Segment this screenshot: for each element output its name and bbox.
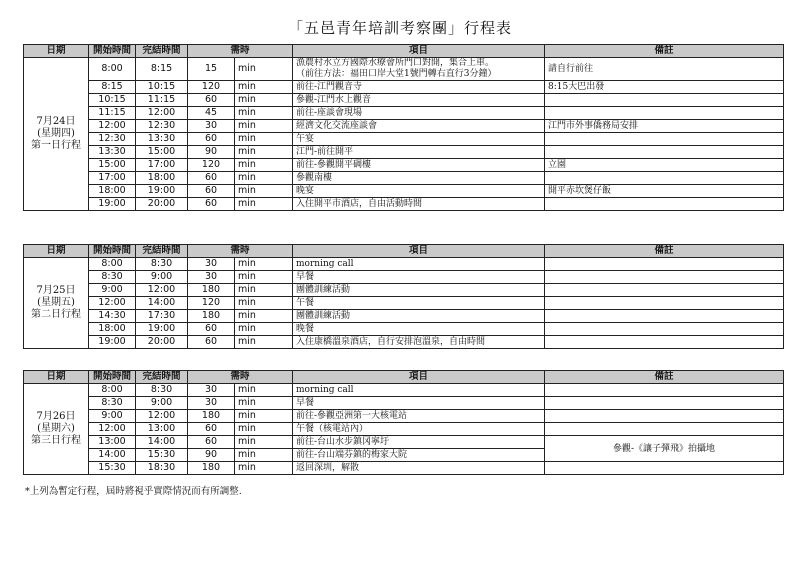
start-time: 8:00	[89, 384, 136, 397]
item-cell: 入住開平市酒店，自由活動時間	[293, 198, 545, 211]
end-time: 8:30	[136, 384, 188, 397]
start-time: 8:30	[89, 271, 136, 284]
header-row	[24, 245, 784, 258]
schedule-table-day1	[23, 44, 784, 211]
duration-unit: min	[235, 185, 293, 198]
end-time: 14:00	[136, 436, 188, 449]
schedule-row	[24, 107, 784, 120]
schedule-row	[24, 462, 784, 475]
start-time: 14:30	[89, 310, 136, 323]
duration-unit: min	[235, 397, 293, 410]
item-cell: 團體訓練活動	[293, 310, 545, 323]
item-cell: 前往-座談會現場	[293, 107, 545, 120]
item-cell: 前往-參觀亞洲第一大核電站	[293, 410, 545, 423]
duration-unit: min	[235, 258, 293, 271]
date-line: (星期六)	[37, 423, 75, 434]
start-time: 10:15	[89, 94, 136, 107]
header-start: 開始時間	[89, 371, 136, 384]
duration-minutes: 60	[188, 172, 235, 185]
item-cell: 參觀-江門水上觀音	[293, 94, 545, 107]
start-time: 9:00	[89, 284, 136, 297]
schedule-row	[24, 436, 784, 449]
start-time: 9:00	[89, 410, 136, 423]
item-line: （前往方法：福田口岸大堂1號門轉右直行3分鐘）	[296, 69, 497, 79]
header-note: 備註	[545, 45, 784, 58]
start-time: 14:00	[89, 449, 136, 462]
start-time: 12:00	[89, 423, 136, 436]
duration-minutes: 45	[188, 107, 235, 120]
duration-unit: min	[235, 423, 293, 436]
end-time: 19:00	[136, 323, 188, 336]
note-cell	[545, 271, 784, 284]
duration-minutes: 60	[188, 436, 235, 449]
header-duration: 需時	[188, 245, 293, 258]
duration-unit: min	[235, 94, 293, 107]
item-cell: 午宴	[293, 133, 545, 146]
start-time: 11:15	[89, 107, 136, 120]
date-line: 第一日行程	[31, 140, 81, 151]
item-cell: 團體訓練活動	[293, 284, 545, 297]
duration-minutes: 60	[188, 198, 235, 211]
duration-minutes: 30	[188, 384, 235, 397]
date-line: 7月25日	[36, 285, 76, 296]
duration-unit: min	[235, 284, 293, 297]
duration-minutes: 30	[188, 258, 235, 271]
end-time: 18:30	[136, 462, 188, 475]
note-cell	[545, 310, 784, 323]
duration-unit: min	[235, 336, 293, 349]
end-time: 17:30	[136, 310, 188, 323]
end-time: 18:00	[136, 172, 188, 185]
duration-minutes: 120	[188, 81, 235, 94]
duration-minutes: 180	[188, 410, 235, 423]
item-cell: 前往-台山端芬鎮的梅家大院	[293, 449, 545, 462]
duration-minutes: 60	[188, 336, 235, 349]
header-note: 備註	[545, 245, 784, 258]
duration-minutes: 60	[188, 423, 235, 436]
start-time: 18:00	[89, 185, 136, 198]
duration-minutes: 60	[188, 185, 235, 198]
end-time: 17:00	[136, 159, 188, 172]
schedule-row	[24, 384, 784, 397]
header-note: 備註	[545, 371, 784, 384]
duration-unit: min	[235, 449, 293, 462]
header-item: 項目	[293, 45, 545, 58]
schedule-row	[24, 133, 784, 146]
start-time: 19:00	[89, 198, 136, 211]
duration-unit: min	[235, 159, 293, 172]
item-cell: 早餐	[293, 271, 545, 284]
duration-unit: min	[235, 146, 293, 159]
schedule-table-day2	[23, 244, 784, 349]
start-time: 8:15	[89, 81, 136, 94]
note-cell	[545, 258, 784, 271]
date-cell	[24, 58, 89, 211]
duration-unit: min	[235, 323, 293, 336]
header-date: 日期	[24, 245, 89, 258]
duration-minutes: 30	[188, 120, 235, 133]
schedule-row	[24, 172, 784, 185]
schedule-row	[24, 198, 784, 211]
item-cell: 前往-江門觀音寺	[293, 81, 545, 94]
duration-unit: min	[235, 120, 293, 133]
date-cell	[24, 258, 89, 349]
note-cell	[545, 133, 784, 146]
note-cell: 立園	[545, 159, 784, 172]
note-cell	[545, 423, 784, 436]
schedule-row	[24, 410, 784, 423]
note-cell-merged: 參觀-《讓子彈飛》拍攝地	[545, 436, 784, 462]
schedule-row	[24, 323, 784, 336]
item-cell: 入住康橋溫泉酒店，自行安排泡溫泉，自由時間	[293, 336, 545, 349]
date-line: 第二日行程	[31, 309, 81, 320]
end-time: 13:00	[136, 423, 188, 436]
duration-unit: min	[235, 297, 293, 310]
duration-unit: min	[235, 133, 293, 146]
note-cell: 請自行前往	[545, 58, 784, 81]
duration-minutes: 90	[188, 146, 235, 159]
duration-minutes: 60	[188, 133, 235, 146]
note-cell	[545, 94, 784, 107]
date-line: 7月24日	[36, 116, 76, 127]
start-time: 8:30	[89, 397, 136, 410]
note-cell	[545, 172, 784, 185]
duration-minutes: 15	[188, 58, 235, 81]
duration-minutes: 180	[188, 462, 235, 475]
duration-unit: min	[235, 172, 293, 185]
schedule-row	[24, 94, 784, 107]
item-cell: 前往-參觀開平碉樓	[293, 159, 545, 172]
duration-minutes: 90	[188, 449, 235, 462]
duration-minutes: 180	[188, 284, 235, 297]
duration-minutes: 120	[188, 159, 235, 172]
schedule-row	[24, 297, 784, 310]
note-cell	[545, 410, 784, 423]
end-time: 11:15	[136, 94, 188, 107]
end-time: 12:00	[136, 107, 188, 120]
duration-unit: min	[235, 58, 293, 81]
header-item: 項目	[293, 245, 545, 258]
schedule-row	[24, 310, 784, 323]
page-title: 「五邑青年培訓考察團」行程表	[287, 19, 512, 37]
duration-unit: min	[235, 310, 293, 323]
start-time: 19:00	[89, 336, 136, 349]
header-row	[24, 371, 784, 384]
end-time: 8:15	[136, 58, 188, 81]
end-time: 13:30	[136, 133, 188, 146]
end-time: 15:30	[136, 449, 188, 462]
schedule-row	[24, 159, 784, 172]
date-cell	[24, 384, 89, 475]
item-cell: 晚宴	[293, 185, 545, 198]
note-cell	[545, 284, 784, 297]
header-start: 開始時間	[89, 245, 136, 258]
duration-minutes: 30	[188, 271, 235, 284]
item-cell: 經濟文化交流座談會	[293, 120, 545, 133]
note-cell	[545, 462, 784, 475]
footnote: *上列為暫定行程，屆時將視乎實際情況而有所調整.	[25, 486, 242, 497]
schedule-row	[24, 271, 784, 284]
duration-minutes: 180	[188, 310, 235, 323]
end-time: 15:00	[136, 146, 188, 159]
item-cell: 早餐	[293, 397, 545, 410]
start-time: 15:30	[89, 462, 136, 475]
header-end: 完結時間	[136, 371, 188, 384]
item-cell: morning call	[293, 258, 545, 271]
duration-unit: min	[235, 410, 293, 423]
schedule-row	[24, 397, 784, 410]
duration-unit: min	[235, 271, 293, 284]
note-cell	[545, 384, 784, 397]
end-time: 9:00	[136, 271, 188, 284]
header-row	[24, 45, 784, 58]
item-cell: 江門-前往開平	[293, 146, 545, 159]
header-date: 日期	[24, 371, 89, 384]
item-cell	[293, 58, 545, 81]
duration-minutes: 60	[188, 94, 235, 107]
duration-unit: min	[235, 198, 293, 211]
date-line: 7月26日	[36, 411, 76, 422]
end-time: 8:30	[136, 258, 188, 271]
end-time: 12:30	[136, 120, 188, 133]
schedule-row	[24, 185, 784, 198]
end-time: 10:15	[136, 81, 188, 94]
schedule-row	[24, 146, 784, 159]
duration-unit: min	[235, 462, 293, 475]
header-duration: 需時	[188, 371, 293, 384]
item-line: 漁農村水立方國際水療會所門口對開，集合上車。	[296, 58, 495, 68]
header-end: 完結時間	[136, 245, 188, 258]
schedule-row	[24, 258, 784, 271]
schedule-row	[24, 423, 784, 436]
start-time: 12:30	[89, 133, 136, 146]
item-cell: 午餐（核電站內）	[293, 423, 545, 436]
schedule-row	[24, 58, 784, 81]
start-time: 12:00	[89, 297, 136, 310]
end-time: 20:00	[136, 198, 188, 211]
start-time: 12:00	[89, 120, 136, 133]
end-time: 19:00	[136, 185, 188, 198]
header-date: 日期	[24, 45, 89, 58]
item-cell: 返回深圳，解散	[293, 462, 545, 475]
schedule-table-day3	[23, 370, 784, 475]
date-line: (星期五)	[37, 297, 75, 308]
note-cell	[545, 198, 784, 211]
duration-minutes: 30	[188, 397, 235, 410]
note-cell	[545, 107, 784, 120]
duration-unit: min	[235, 436, 293, 449]
note-cell	[545, 397, 784, 410]
date-line: (星期四)	[37, 128, 75, 139]
note-cell: 江門市外事僑務局安排	[545, 120, 784, 133]
note-cell: 8:15大巴出發	[545, 81, 784, 94]
duration-minutes: 60	[188, 323, 235, 336]
start-time: 8:00	[89, 258, 136, 271]
schedule-row	[24, 284, 784, 297]
note-cell	[545, 297, 784, 310]
end-time: 20:00	[136, 336, 188, 349]
note-cell: 開平赤坎煲仔飯	[545, 185, 784, 198]
header-end: 完結時間	[136, 45, 188, 58]
item-cell: 晚餐	[293, 323, 545, 336]
end-time: 9:00	[136, 397, 188, 410]
duration-unit: min	[235, 384, 293, 397]
start-time: 15:00	[89, 159, 136, 172]
duration-minutes: 120	[188, 297, 235, 310]
note-cell	[545, 323, 784, 336]
schedule-row	[24, 120, 784, 133]
note-cell	[545, 146, 784, 159]
start-time: 13:30	[89, 146, 136, 159]
end-time: 12:00	[136, 410, 188, 423]
end-time: 14:00	[136, 297, 188, 310]
start-time: 8:00	[89, 58, 136, 81]
header-item: 項目	[293, 371, 545, 384]
start-time: 18:00	[89, 323, 136, 336]
start-time: 13:00	[89, 436, 136, 449]
schedule-row	[24, 336, 784, 349]
start-time: 17:00	[89, 172, 136, 185]
schedule-row	[24, 81, 784, 94]
item-cell: 午餐	[293, 297, 545, 310]
end-time: 12:00	[136, 284, 188, 297]
date-line: 第三日行程	[31, 435, 81, 446]
item-cell: 參觀南樓	[293, 172, 545, 185]
note-cell	[545, 336, 784, 349]
item-cell: 前往-台山水步鎮冈寧圩	[293, 436, 545, 449]
header-duration: 需時	[188, 45, 293, 58]
item-cell: morning call	[293, 384, 545, 397]
duration-unit: min	[235, 81, 293, 94]
duration-unit: min	[235, 107, 293, 120]
header-start: 開始時間	[89, 45, 136, 58]
